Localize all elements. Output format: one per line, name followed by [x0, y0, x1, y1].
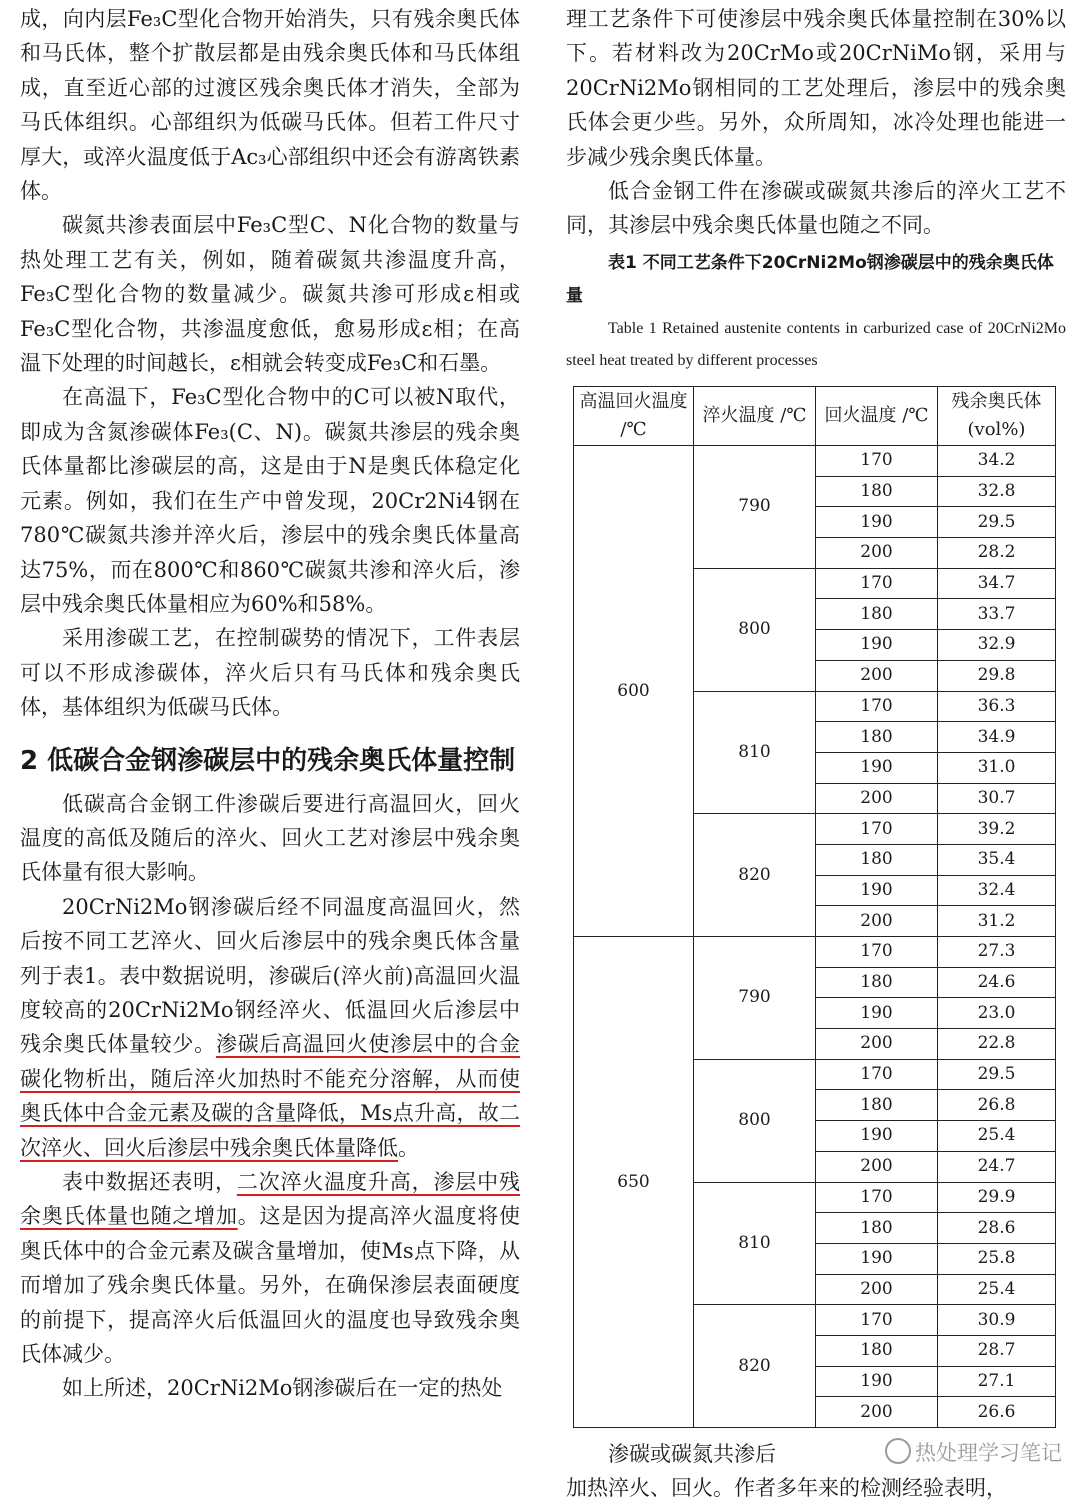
- cell-quench-temp: 820: [694, 814, 816, 937]
- cell-retained-austenite: 28.6: [938, 1213, 1056, 1244]
- cell-temper-temp: 200: [816, 1151, 938, 1182]
- paragraph-text: 。这是因为提高淬火温度将使奥氏体中的合金元素及碳含量增加，使Ms点下降，从而增加了残余奥氏体量。另外，在确保渗层表面硬度的前提下，提高淬火后低温回火的温度也导致残余奥氏体减少。: [20, 1204, 521, 1367]
- cell-temper-temp: 170: [816, 814, 938, 845]
- cell-temper-temp: 170: [816, 1182, 938, 1213]
- highlighted-text: 二次淬火温度升高，渗层中残余奥氏体量也随之增加: [20, 1170, 521, 1229]
- cell-temper-temp: 190: [816, 1243, 938, 1274]
- cell-high-temp: 650: [574, 937, 694, 1428]
- table-title: 表1 不同工艺条件下20CrNi2Mo钢渗碳层中的残余奥氏体量: [566, 252, 1054, 306]
- paragraph: 理工艺条件下可使渗层中残余奥氏体量控制在30%以下。若材料改为20CrMo或20CrNiMo钢，采用与20CrNi2Mo钢相同的工艺处理后，渗层中的残余奥氏体会更少些。另外，众所周知，冰冷处理也能进一步减少残余奥氏体量。: [566, 7, 1066, 169]
- highlighted-text: 渗碳后高温回火使渗层中的合金碳化物析出，随后淬火加热时不能充分溶解，从而使奥氏体中合金元素及碳的含量降低，Ms点升高，故二次淬火、回火后渗层中残余奥氏体量降低: [20, 1032, 521, 1160]
- cell-temper-temp: 190: [816, 1366, 938, 1397]
- cell-retained-austenite: 36.3: [938, 691, 1056, 722]
- cell-retained-austenite: 24.6: [938, 967, 1056, 998]
- cell-temper-temp: 180: [816, 476, 938, 507]
- column-header: 残余奥氏体 (vol%): [938, 387, 1056, 446]
- cell-temper-temp: 200: [816, 783, 938, 814]
- column-header: 回火温度 /℃: [816, 387, 938, 446]
- cell-temper-temp: 170: [816, 568, 938, 599]
- data-table: [573, 386, 1055, 1430]
- cell-temper-temp: 190: [816, 1121, 938, 1152]
- cell-temper-temp: 190: [816, 507, 938, 538]
- cell-temper-temp: 200: [816, 1029, 938, 1060]
- cell-temper-temp: 180: [816, 599, 938, 630]
- cell-retained-austenite: 28.2: [938, 538, 1056, 569]
- table-header-row: [574, 387, 1056, 446]
- cell-quench-temp: 810: [694, 1182, 816, 1305]
- paragraph-text: 表中数据还表明，: [62, 1170, 237, 1194]
- cell-retained-austenite: 34.2: [938, 446, 1056, 477]
- table-row: [574, 937, 1056, 968]
- section-heading: 2 低碳合金钢渗碳层中的残余奥氏体量控制: [20, 745, 516, 776]
- cell-retained-austenite: 31.0: [938, 752, 1056, 783]
- cell-temper-temp: 190: [816, 752, 938, 783]
- paragraph: 低合金钢工件在渗碳或碳氮共渗后的淬火工艺不同，其渗层中残余奥氏体量也随之不同。: [566, 179, 1066, 238]
- cell-retained-austenite: 25.4: [938, 1121, 1056, 1152]
- paragraph: 加热淬火、回火。作者多年来的检测经验表明，: [566, 1476, 1007, 1501]
- paragraph: [20, 890, 520, 1165]
- cell-retained-austenite: 29.5: [938, 1059, 1056, 1090]
- cell-temper-temp: 190: [816, 875, 938, 906]
- cell-temper-temp: 180: [816, 722, 938, 753]
- paragraph: 碳氮共渗表面层中Fe₃C型C、N化合物的数量与热处理工艺有关，例如，随着碳氮共渗温度升高，Fe₃C型化合物的数量减少。碳氮共渗可形成ε相或Fe₃C型化合物，共渗温度愈低，愈易形成ε相；在高温下处理的时间越长，ε相就会转变成Fe₃C和石墨。: [20, 213, 520, 376]
- cell-high-temp: 600: [574, 446, 694, 937]
- cell-retained-austenite: 31.2: [938, 906, 1056, 937]
- right-column: [566, 0, 1066, 377]
- cell-quench-temp: 790: [694, 446, 816, 569]
- cell-temper-temp: 200: [816, 1397, 938, 1428]
- watermark-text: 热处理学习笔记: [915, 1441, 1062, 1465]
- cell-quench-temp: 800: [694, 1059, 816, 1182]
- table-body: [574, 446, 1056, 1428]
- cell-quench-temp: 810: [694, 691, 816, 814]
- cell-retained-austenite: 30.7: [938, 783, 1056, 814]
- cell-temper-temp: 190: [816, 998, 938, 1029]
- cell-temper-temp: 200: [816, 660, 938, 691]
- cell-retained-austenite: 22.8: [938, 1029, 1056, 1060]
- cell-retained-austenite: 35.4: [938, 844, 1056, 875]
- cell-retained-austenite: 29.9: [938, 1182, 1056, 1213]
- cell-retained-austenite: 26.8: [938, 1090, 1056, 1121]
- cell-temper-temp: 180: [816, 844, 938, 875]
- cell-retained-austenite: 30.9: [938, 1305, 1056, 1336]
- cell-temper-temp: 200: [816, 1274, 938, 1305]
- cell-quench-temp: 790: [694, 937, 816, 1060]
- cell-retained-austenite: 39.2: [938, 814, 1056, 845]
- cell-retained-austenite: 34.7: [938, 568, 1056, 599]
- cell-temper-temp: 190: [816, 630, 938, 661]
- paragraph: 采用渗碳工艺，在控制碳势的情况下，工件表层可以不形成渗碳体，淬火后只有马氏体和残余奥氏体，基体组织为低碳马氏体。: [20, 626, 520, 720]
- cell-retained-austenite: 24.7: [938, 1151, 1056, 1182]
- cell-quench-temp: 820: [694, 1305, 816, 1428]
- cell-retained-austenite: 27.3: [938, 937, 1056, 968]
- paragraph: 渗碳或碳氮共渗后: [608, 1442, 776, 1466]
- cell-retained-austenite: 25.4: [938, 1274, 1056, 1305]
- left-column: [20, 0, 520, 1406]
- column-header: 高温回火温度 /℃: [574, 387, 694, 446]
- cell-temper-temp: 200: [816, 538, 938, 569]
- cell-quench-temp: 800: [694, 568, 816, 691]
- cell-retained-austenite: 34.9: [938, 722, 1056, 753]
- paragraph: [20, 1165, 520, 1371]
- cell-temper-temp: 180: [816, 967, 938, 998]
- cell-retained-austenite: 27.1: [938, 1366, 1056, 1397]
- column-header: 淬火温度 /℃: [694, 387, 816, 446]
- cell-temper-temp: 170: [816, 691, 938, 722]
- cell-retained-austenite: 29.8: [938, 660, 1056, 691]
- paragraph: 低碳高合金钢工件渗碳后要进行高温回火，回火温度的高低及随后的淬火、回火工艺对渗层中残余奥氏体量有很大影响。: [20, 791, 520, 885]
- cell-retained-austenite: 33.7: [938, 599, 1056, 630]
- cell-temper-temp: 170: [816, 1059, 938, 1090]
- table-title-en: Table 1 Retained austenite contents in carburized case of 20CrNi2Mo steel heat treated by different processes: [566, 319, 1066, 369]
- cell-temper-temp: 170: [816, 937, 938, 968]
- paragraph: 在高温下，Fe₃C型化合物中的C可以被N取代，即成为含氮渗碳体Fe₃(C、N)。碳氮共渗层的残余奥氏体量都比渗碳层的高，这是由于N是奥氏体稳定化元素。例如，我们在生产中曾发现，20Cr2Ni4钢在780℃碳氮共渗并淬火后，渗层中的残余奥氏体量高达75%，而在800℃和860℃碳氮共渗和淬火后，渗层中残余奥氏体量相应为60%和58%。: [20, 385, 520, 616]
- watermark: [885, 1437, 1062, 1467]
- cell-temper-temp: 170: [816, 446, 938, 477]
- chat-bubble-icon: [885, 1438, 911, 1464]
- cell-temper-temp: 180: [816, 1213, 938, 1244]
- cell-retained-austenite: 25.8: [938, 1243, 1056, 1274]
- paragraph-text: 。: [398, 1135, 419, 1160]
- paragraph: 如上所述，20CrNi2Mo钢渗碳后在一定的热处: [62, 1376, 503, 1401]
- cell-temper-temp: 180: [816, 1335, 938, 1366]
- cell-retained-austenite: 23.0: [938, 998, 1056, 1029]
- table-row: [574, 446, 1056, 477]
- cell-temper-temp: 170: [816, 1305, 938, 1336]
- paragraph: 成，向内层Fe₃C型化合物开始消失，只有残余奥氏体和马氏体，整个扩散层都是由残余奥氏体和马氏体组成，直至近心部的过渡区残余奥氏体才消失，全部为马氏体组织。心部组织为低碳马氏体。但若工件尺寸厚大，或淬火温度低于Ac₃心部组织中还会有游离铁素体。: [20, 7, 520, 204]
- paragraph-text: 20CrNi2Mo钢渗碳后经不同温度高温回火，然后按不同工艺淬火、回火后渗层中的残余奥氏体含量列于表1。表中数据说明，渗碳后(淬火前)高温回火温度较高的20CrNi2Mo钢经淬火、低温回火后渗层中残余奥氏体量较少。: [20, 894, 520, 1057]
- cell-temper-temp: 180: [816, 1090, 938, 1121]
- cell-retained-austenite: 29.5: [938, 507, 1056, 538]
- cell-retained-austenite: 28.7: [938, 1335, 1056, 1366]
- cell-temper-temp: 200: [816, 906, 938, 937]
- cell-retained-austenite: 26.6: [938, 1397, 1056, 1428]
- cell-retained-austenite: 32.9: [938, 630, 1056, 661]
- cell-retained-austenite: 32.4: [938, 875, 1056, 906]
- cell-retained-austenite: 32.8: [938, 476, 1056, 507]
